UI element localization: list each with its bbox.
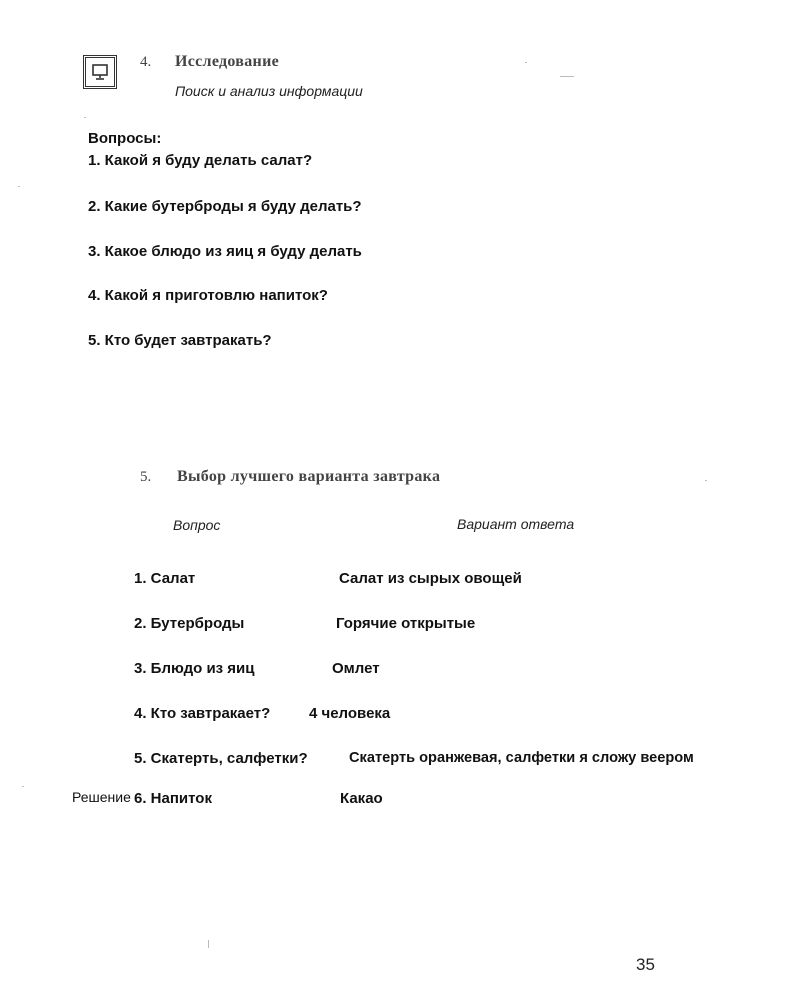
question-item: 5. Кто будет завтракать? [88,332,272,349]
column-header-answer: Вариант ответа [457,516,575,532]
choice-question: 5. Скатерть, салфетки? [134,750,308,767]
section-4-title: Исследование [175,53,279,70]
choice-answer: Салат из сырых овощей [339,570,522,587]
question-item: 3. Какое блюдо из яиц я буду делать [88,243,362,260]
section-4-number: 4. [140,54,152,70]
choice-answer: Какао [340,790,383,807]
scan-speck [208,940,209,948]
scan-speck [22,786,24,787]
choice-answer: Горячие открытые [336,615,476,632]
choice-question: 4. Кто завтракает? [134,705,271,722]
questions-heading: Вопросы: [88,130,162,147]
choice-question: 6. Напиток [134,790,212,807]
section-4-subtitle: Поиск и анализ информации [175,83,363,99]
scan-speck [18,186,20,187]
choice-question: 1. Салат [134,570,196,587]
scan-speck [705,480,707,481]
question-item: 2. Какие бутерброды я буду делать? [88,198,362,215]
column-header-question: Вопрос [173,517,221,533]
section-5-number: 5. [140,469,152,485]
choice-question: 3. Блюдо из яиц [134,660,255,677]
question-item: 4. Какой я приготовлю напиток? [88,287,328,304]
choice-question: 2. Бутерброды [134,615,245,632]
page-number: 35 [636,955,655,974]
scan-speck [84,117,86,118]
choice-answer: Омлет [332,660,380,677]
choice-answer: 4 человека [309,705,391,722]
scan-speck [525,62,527,63]
monitor-icon [83,55,117,89]
side-label-decision: Решение [72,789,131,805]
scan-speck [560,76,574,77]
choice-answer: Скатерть оранжевая, салфетки я сложу веером [349,750,694,766]
section-5-title: Выбор лучшего варианта завтрака [177,468,441,485]
question-item: 1. Какой я буду делать салат? [88,152,313,169]
